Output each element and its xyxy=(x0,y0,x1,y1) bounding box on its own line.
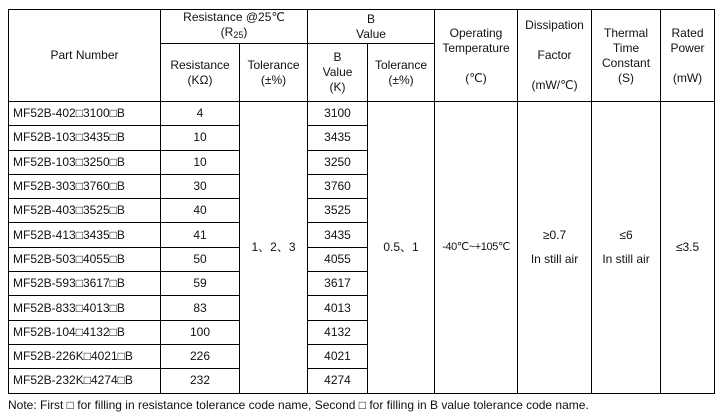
resistance-cell: 100 xyxy=(161,320,240,344)
resistance-cell: 226 xyxy=(161,344,240,368)
resistance-cell: 232 xyxy=(161,369,240,393)
b-value-cell: 3617 xyxy=(308,272,368,296)
part-number-cell: MF52B-232K□4274□B xyxy=(9,369,161,393)
b-value-cell: 4132 xyxy=(308,320,368,344)
header-resistance-tolerance: Tolerance (±%) xyxy=(240,44,308,102)
thermal-value: ≤6 xyxy=(619,228,633,243)
header-b-tolerance: Tolerance (±%) xyxy=(368,44,435,102)
part-number-cell: MF52B-104□4132□B xyxy=(9,320,161,344)
b-value-cell: 3250 xyxy=(308,150,368,174)
b-value-cell: 3435 xyxy=(308,126,368,150)
b-value-cell: 3760 xyxy=(308,174,368,198)
part-number-cell: MF52B-226K□4021□B xyxy=(9,344,161,368)
resistance-cell: 41 xyxy=(161,223,240,247)
dissipation-value: ≥0.7 xyxy=(542,228,567,243)
b-tolerance-cell: 0.5、1 xyxy=(368,102,435,394)
header-resistance: Resistance (KΩ) xyxy=(161,44,240,102)
resistance-cell: 30 xyxy=(161,174,240,198)
header-part-number: Part Number xyxy=(9,10,161,102)
part-number-cell: MF52B-303□3760□B xyxy=(9,174,161,198)
header-dissipation-factor: Dissipation Factor (mW/℃) xyxy=(518,10,592,102)
table-row xyxy=(9,102,715,126)
b-value-cell: 3100 xyxy=(308,102,368,126)
footnote: Note: First □ for filling in resistance tolerance code name, Second □ for filling in B value tolerance code name. xyxy=(8,398,589,412)
header-b-group: B Value xyxy=(308,10,435,44)
resistance-tolerance-cell: 1、2、3 xyxy=(240,102,308,394)
resistance-cell: 50 xyxy=(161,247,240,271)
thermistor-spec-table xyxy=(8,9,715,394)
resistance-cell: 40 xyxy=(161,199,240,223)
part-number-cell: MF52B-593□3617□B xyxy=(9,272,161,296)
resistance-cell: 10 xyxy=(161,150,240,174)
header-rated-power: Rated Power (mW) xyxy=(661,10,715,102)
b-value-cell: 4013 xyxy=(308,296,368,320)
thermal-time-constant-cell xyxy=(592,102,661,394)
b-value-cell: 4055 xyxy=(308,247,368,271)
header-b-value: B Value (K) xyxy=(308,44,368,102)
b-value-cell: 4274 xyxy=(308,369,368,393)
header-resistance-group: Resistance @25℃ $(R_{25})$ xyxy=(161,10,308,44)
resistance-cell: 4 xyxy=(161,102,240,126)
b-value-cell: 3525 xyxy=(308,199,368,223)
rated-power-cell: ≤3.5 xyxy=(661,102,715,394)
dissipation-factor-cell xyxy=(518,102,592,394)
header-row-1 xyxy=(9,10,715,44)
resistance-cell: 83 xyxy=(161,296,240,320)
thermal-note: In still air xyxy=(602,252,650,267)
dissipation-note: In still air xyxy=(530,252,579,267)
part-number-cell: MF52B-833□4013□B xyxy=(9,296,161,320)
part-number-cell: MF52B-503□4055□B xyxy=(9,247,161,271)
operating-temperature-cell: -40℃~+105℃ xyxy=(435,102,518,394)
part-number-cell: MF52B-403□3525□B xyxy=(9,199,161,223)
part-number-cell: MF52B-103□3250□B xyxy=(9,150,161,174)
b-value-cell: 3435 xyxy=(308,223,368,247)
resistance-cell: 59 xyxy=(161,272,240,296)
part-number-cell: MF52B-413□3435□B xyxy=(9,223,161,247)
b-value-cell: 4021 xyxy=(308,344,368,368)
header-operating-temperature: Operating Temperature (℃) xyxy=(435,10,518,102)
part-number-cell: MF52B-103□3435□B xyxy=(9,126,161,150)
part-number-cell: MF52B-402□3100□B xyxy=(9,102,161,126)
header-thermal-time-constant: Thermal Time Constant (S) xyxy=(592,10,661,102)
resistance-cell: 10 xyxy=(161,126,240,150)
